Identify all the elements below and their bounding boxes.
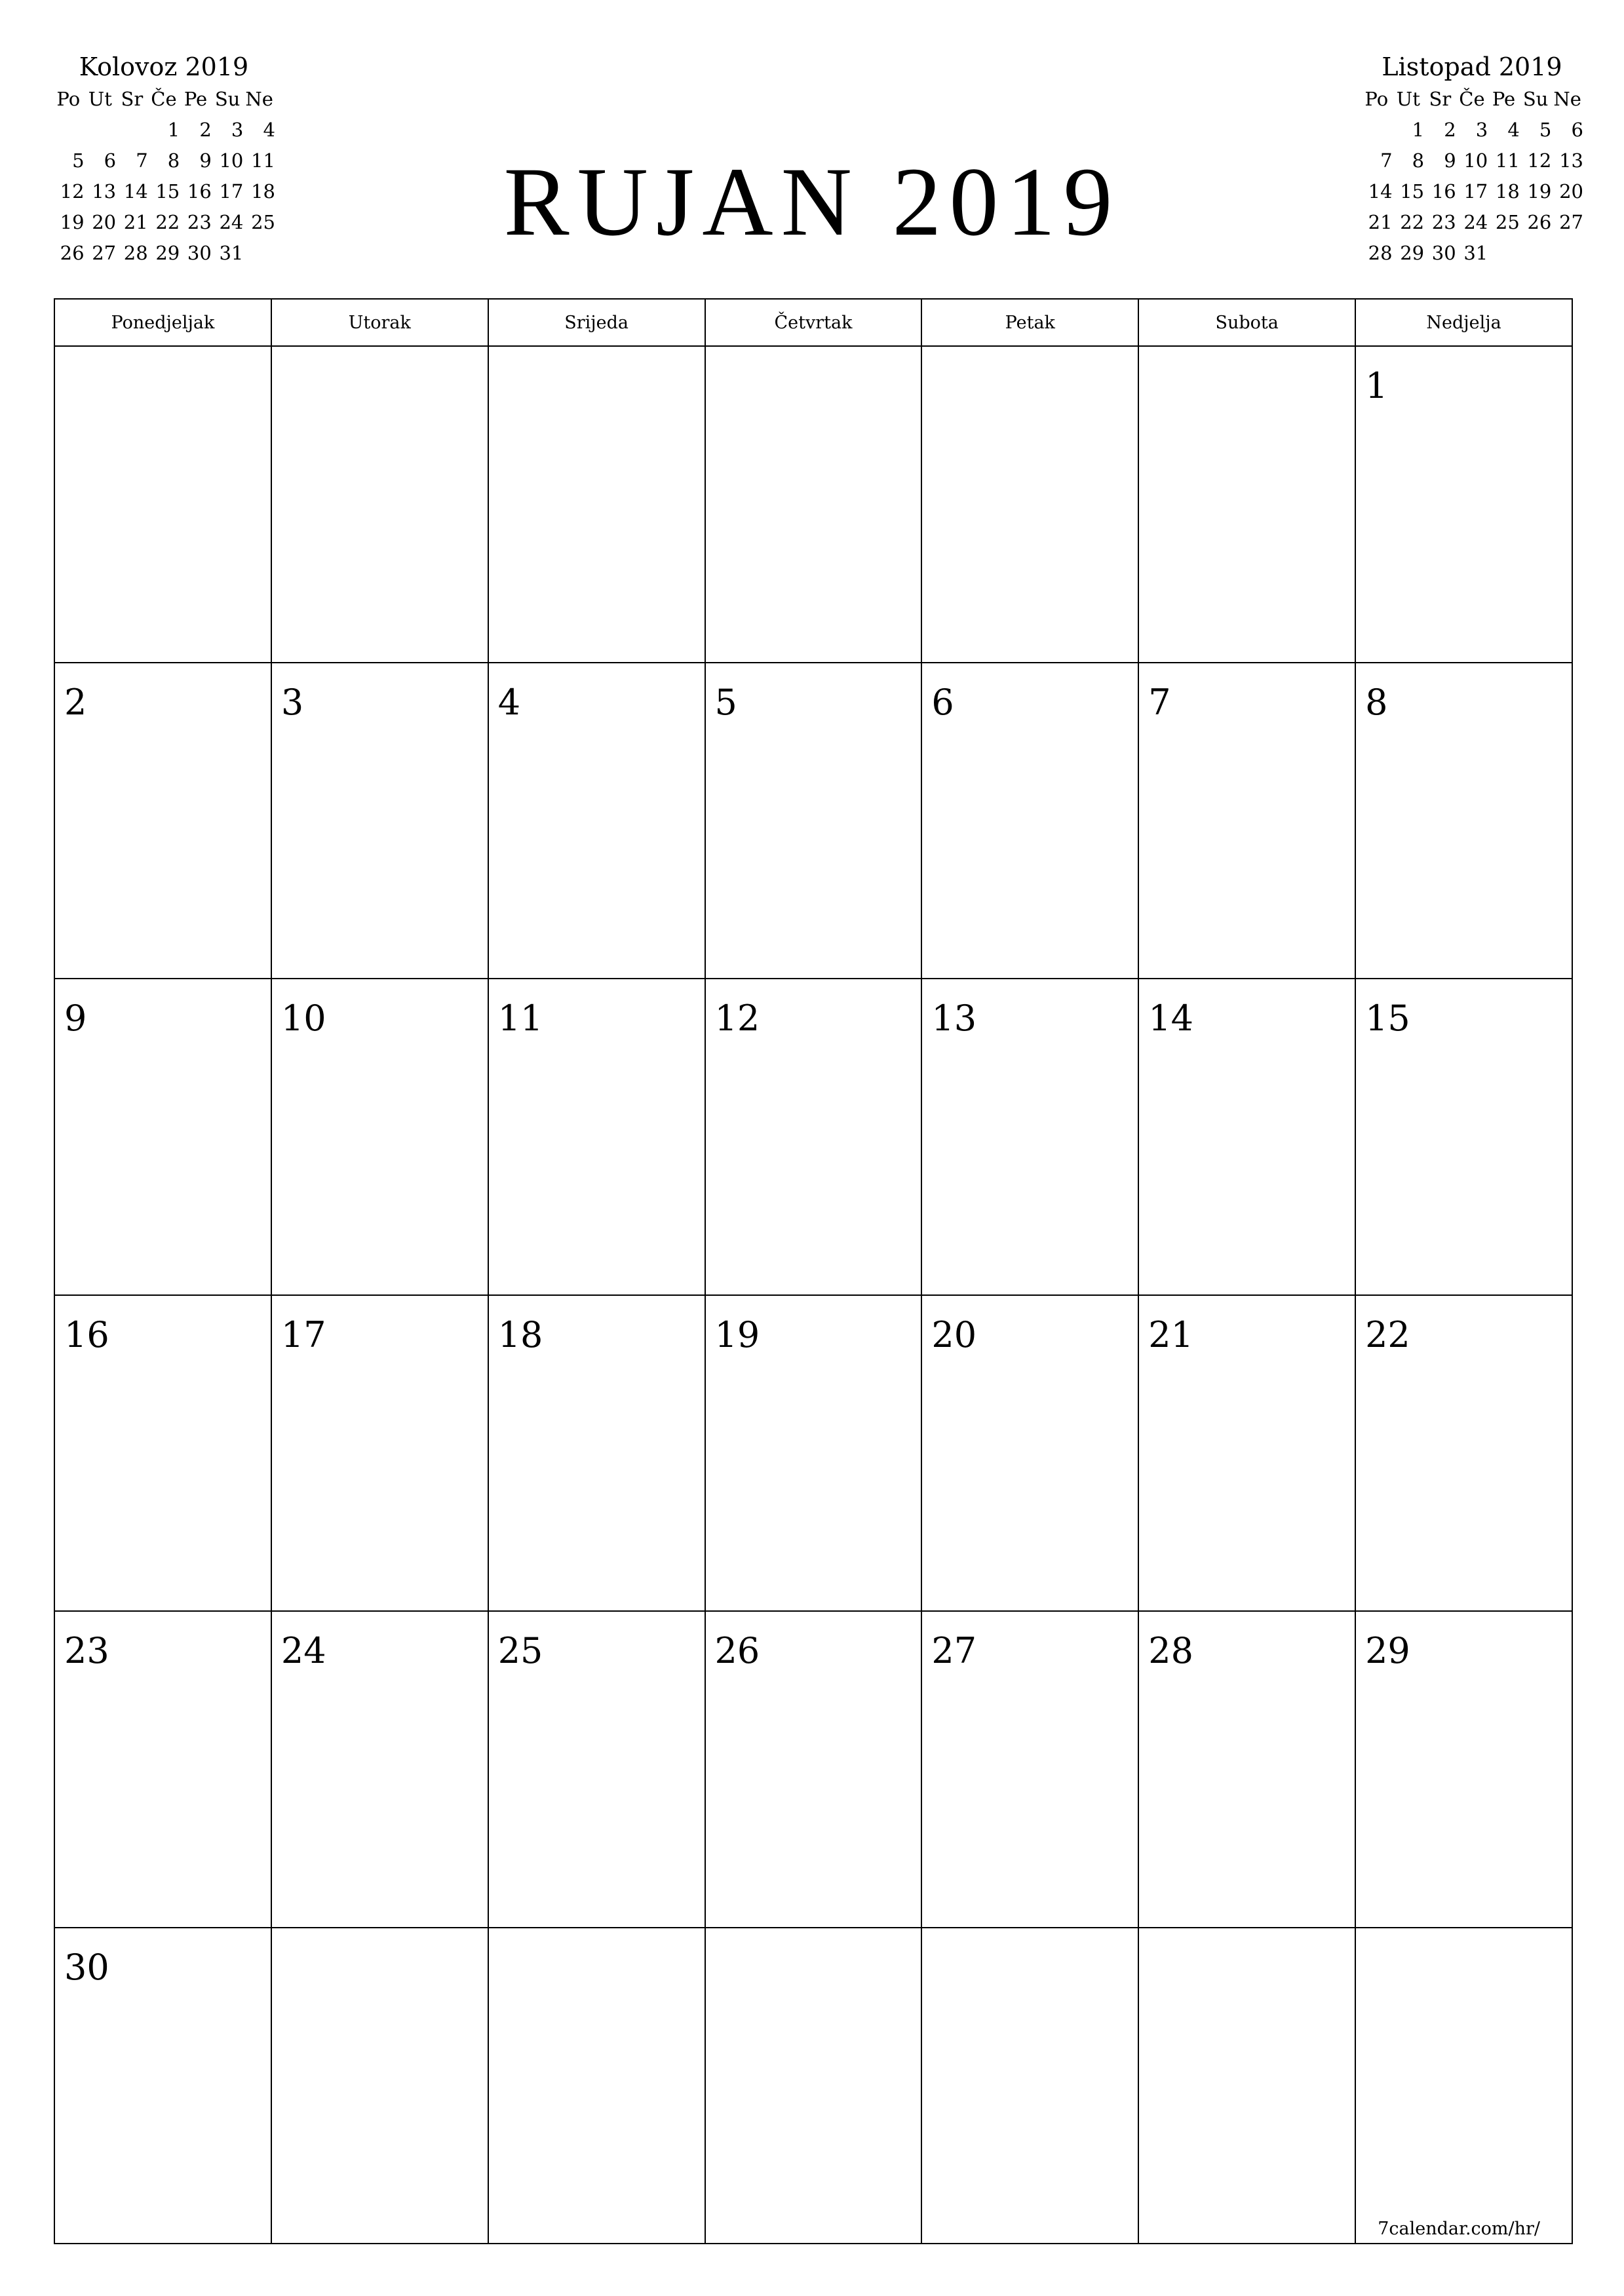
- day-cell: [54, 1295, 271, 1612]
- day-cell: [488, 346, 705, 663]
- mini-day: 19: [60, 211, 85, 233]
- day-cell: [921, 979, 1138, 1295]
- mini-day: 20: [92, 211, 117, 233]
- day-cell: [1138, 1295, 1355, 1612]
- mini-day: 10: [219, 149, 244, 172]
- mini-day: 11: [251, 149, 275, 172]
- week-row: [54, 1611, 1572, 1928]
- day-number: 12: [714, 998, 760, 1039]
- day-cell: [921, 663, 1138, 979]
- mini-day: 1: [167, 119, 180, 141]
- mini-week-row: [52, 115, 275, 146]
- day-number: 8: [1365, 681, 1388, 723]
- day-cell: [271, 346, 488, 663]
- mini-day: 22: [155, 211, 180, 233]
- day-number: 19: [714, 1313, 760, 1355]
- day-number: 28: [1148, 1630, 1193, 1671]
- mini-day: 20: [1559, 180, 1583, 203]
- mini-calendar-title: Listopad 2019: [1382, 52, 1562, 81]
- mini-day: 4: [263, 119, 275, 141]
- day-cell: [705, 1295, 922, 1612]
- mini-day: 1: [1412, 119, 1425, 141]
- day-cell: [488, 1295, 705, 1612]
- day-cell: [921, 1295, 1138, 1612]
- day-cell: [271, 1611, 488, 1928]
- day-number: 30: [64, 1946, 109, 1988]
- mini-day: 12: [60, 180, 85, 203]
- day-cell: [271, 663, 488, 979]
- page-title: RUJAN 2019: [503, 147, 1121, 256]
- day-cell: [271, 1295, 488, 1612]
- day-cell: [1355, 1295, 1572, 1612]
- day-number: 22: [1365, 1313, 1410, 1355]
- mini-day: 7: [136, 149, 148, 172]
- weekday-header: Utorak: [271, 299, 488, 346]
- mini-day: 8: [167, 149, 180, 172]
- mini-day: 24: [219, 211, 244, 233]
- mini-day: 28: [123, 242, 148, 264]
- mini-weekday-label: Ne: [1553, 88, 1581, 110]
- mini-day: 27: [1559, 211, 1583, 233]
- day-number: 9: [64, 998, 87, 1039]
- week-row: [54, 1928, 1572, 2244]
- day-number: 14: [1148, 998, 1193, 1039]
- day-number: 6: [931, 681, 954, 723]
- mini-calendar-title: Kolovoz 2019: [79, 52, 249, 81]
- day-number: 16: [64, 1313, 109, 1355]
- mini-day: 21: [1368, 211, 1393, 233]
- weekday-header: Ponedjeljak: [54, 299, 271, 346]
- mini-day: 26: [60, 242, 85, 264]
- mini-weekday-label: Pe: [184, 88, 208, 110]
- day-cell: [54, 663, 271, 979]
- mini-day: 18: [251, 180, 275, 203]
- mini-day: 16: [187, 180, 212, 203]
- day-cell: [54, 1928, 271, 2244]
- mini-day: 9: [199, 149, 212, 172]
- mini-weekday-label: Po: [1364, 88, 1389, 110]
- mini-day: 17: [219, 180, 244, 203]
- day-cell: [1138, 1611, 1355, 1928]
- mini-day: 31: [219, 242, 244, 264]
- day-cell: [1355, 1611, 1572, 1928]
- mini-day: 22: [1400, 211, 1425, 233]
- day-number: 27: [931, 1630, 977, 1671]
- mini-day: 24: [1463, 211, 1488, 233]
- day-cell: [705, 663, 922, 979]
- footer-url: 7calendar.com/hr/: [1378, 2219, 1540, 2239]
- mini-day: [1488, 238, 1520, 269]
- day-number: 1: [1365, 365, 1388, 406]
- day-cell: [271, 1928, 488, 2244]
- mini-day: 3: [231, 119, 244, 141]
- day-number: 26: [714, 1630, 760, 1671]
- mini-day: 15: [1400, 180, 1425, 203]
- mini-calendar-table: [1361, 84, 1583, 269]
- mini-day: 6: [104, 149, 117, 172]
- week-row: [54, 979, 1572, 1295]
- mini-week-row: [1361, 176, 1583, 207]
- weekday-header: Petak: [921, 299, 1138, 346]
- mini-day: 14: [123, 180, 148, 203]
- day-number: 21: [1148, 1313, 1193, 1355]
- mini-day: 28: [1368, 242, 1393, 264]
- day-cell: [1355, 346, 1572, 663]
- day-number: 25: [497, 1630, 543, 1671]
- mini-day: 5: [72, 149, 85, 172]
- mini-day: 10: [1463, 149, 1488, 172]
- day-number: 13: [931, 998, 977, 1039]
- mini-day: 2: [1444, 119, 1456, 141]
- day-cell: [488, 1928, 705, 2244]
- day-cell: [1355, 663, 1572, 979]
- day-cell: [1138, 346, 1355, 663]
- mini-day: 7: [1380, 149, 1393, 172]
- mini-day: [1361, 115, 1393, 146]
- day-number: 4: [497, 681, 521, 723]
- day-cell: [705, 346, 922, 663]
- mini-day: 21: [123, 211, 148, 233]
- mini-weekday-label: Pe: [1492, 88, 1516, 110]
- weekday-header: Srijeda: [488, 299, 705, 346]
- mini-weekday-label: Ut: [1396, 88, 1420, 110]
- day-cell: [1355, 1928, 1572, 2244]
- mini-weekday-label: Ut: [88, 88, 112, 110]
- day-cell: [921, 1611, 1138, 1928]
- mini-week-row: [1361, 238, 1583, 269]
- mini-day: [1551, 238, 1583, 269]
- mini-day: 13: [1559, 149, 1583, 172]
- mini-day: 12: [1527, 149, 1552, 172]
- mini-day: [85, 115, 117, 146]
- mini-day: 19: [1527, 180, 1552, 203]
- mini-day: 14: [1368, 180, 1393, 203]
- mini-day: 4: [1507, 119, 1520, 141]
- mini-day: 25: [251, 211, 275, 233]
- week-row: [54, 1295, 1572, 1612]
- weekday-header: Subota: [1138, 299, 1355, 346]
- mini-day: 30: [187, 242, 212, 264]
- day-number: 15: [1365, 998, 1410, 1039]
- day-number: 2: [64, 681, 87, 723]
- week-row: [54, 346, 1572, 663]
- mini-day: 30: [1431, 242, 1456, 264]
- mini-day: 26: [1527, 211, 1552, 233]
- mini-week-row: [1361, 207, 1583, 238]
- day-number: 5: [714, 681, 737, 723]
- week-row: [54, 663, 1572, 979]
- day-cell: [921, 346, 1138, 663]
- mini-day: 13: [92, 180, 117, 203]
- day-cell: [1355, 979, 1572, 1295]
- mini-day: 27: [92, 242, 117, 264]
- day-cell: [921, 1928, 1138, 2244]
- day-number: 29: [1365, 1630, 1410, 1671]
- month-grid: [54, 298, 1573, 2244]
- mini-day: 15: [155, 180, 180, 203]
- day-cell: [705, 1928, 922, 2244]
- mini-week-row: [1361, 146, 1583, 176]
- day-cell: [54, 1611, 271, 1928]
- day-number: 23: [64, 1630, 109, 1671]
- day-number: 7: [1148, 681, 1171, 723]
- day-cell: [271, 979, 488, 1295]
- mini-day: 23: [1431, 211, 1456, 233]
- mini-day: 29: [1400, 242, 1425, 264]
- mini-day: 25: [1495, 211, 1520, 233]
- weekday-header: Četvrtak: [705, 299, 922, 346]
- mini-day: 31: [1463, 242, 1488, 264]
- weekday-header: Nedjelja: [1355, 299, 1572, 346]
- day-cell: [488, 663, 705, 979]
- day-number: 11: [497, 998, 543, 1039]
- day-cell: [488, 1611, 705, 1928]
- mini-weekday-label: Su: [214, 88, 241, 110]
- mini-day: 16: [1431, 180, 1456, 203]
- mini-weekday-label: Če: [1459, 88, 1485, 110]
- mini-day: 17: [1463, 180, 1488, 203]
- day-number: 24: [280, 1630, 326, 1671]
- day-cell: [54, 346, 271, 663]
- day-cell: [1138, 1928, 1355, 2244]
- day-number: 20: [931, 1313, 977, 1355]
- mini-day: [116, 115, 148, 146]
- day-cell: [1138, 663, 1355, 979]
- mini-weekday-label: Sr: [1429, 88, 1452, 110]
- day-number: 17: [280, 1313, 326, 1355]
- mini-day: 18: [1495, 180, 1520, 203]
- mini-day: 11: [1495, 149, 1520, 172]
- day-cell: [54, 979, 271, 1295]
- day-cell: [705, 1611, 922, 1928]
- mini-weekday-label: Po: [56, 88, 81, 110]
- mini-weekday-label: Če: [151, 88, 177, 110]
- mini-day: 6: [1571, 119, 1583, 141]
- mini-day: 5: [1539, 119, 1552, 141]
- mini-day: 2: [199, 119, 212, 141]
- day-number: 3: [280, 681, 304, 723]
- mini-weekday-label: Ne: [245, 88, 273, 110]
- mini-day: 29: [155, 242, 180, 264]
- day-cell: [488, 979, 705, 1295]
- mini-day: 9: [1444, 149, 1456, 172]
- day-cell: [1138, 979, 1355, 1295]
- mini-calendar-next-month: [1361, 51, 1583, 269]
- mini-weekday-label: Su: [1522, 88, 1549, 110]
- mini-week-row: [1361, 115, 1583, 146]
- day-number: 18: [497, 1313, 543, 1355]
- day-number: 10: [280, 998, 326, 1039]
- mini-day: [1520, 238, 1552, 269]
- day-cell: [705, 979, 922, 1295]
- mini-day: [52, 115, 85, 146]
- mini-day: 3: [1475, 119, 1488, 141]
- mini-day: 8: [1412, 149, 1425, 172]
- mini-weekday-label: Sr: [121, 88, 144, 110]
- mini-day: 23: [187, 211, 212, 233]
